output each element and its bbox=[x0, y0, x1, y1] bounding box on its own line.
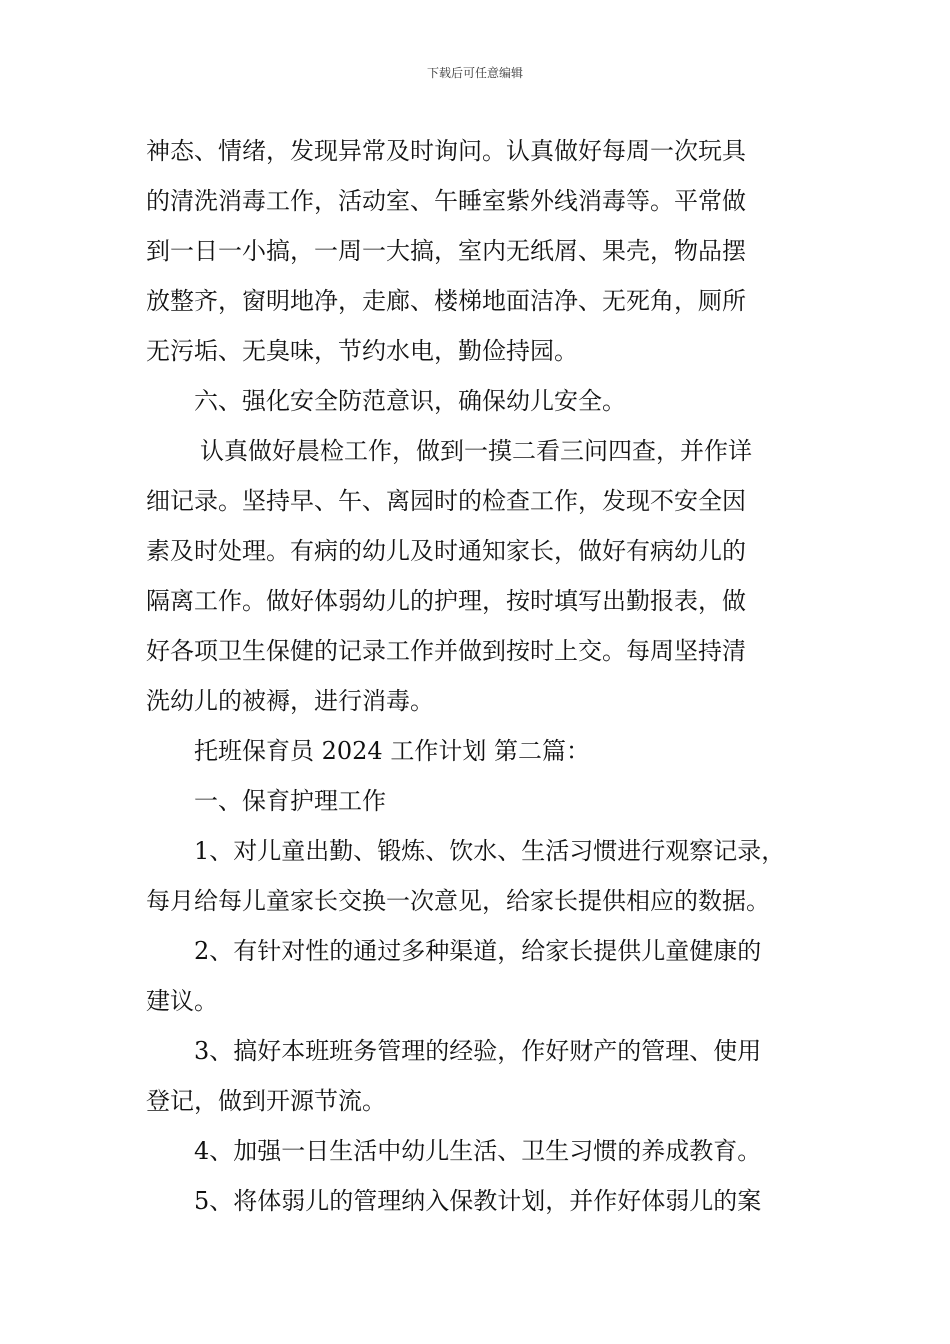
section-heading: 一、保育护理工作 bbox=[194, 787, 386, 815]
text-line: 到一日一小搞，一周一大搞，室内无纸屑、果壳，物品摆 bbox=[146, 237, 746, 265]
list-item: 1、对儿童出勤、锻炼、饮水、生活习惯进行观察记录， bbox=[194, 837, 786, 865]
text-line: 认真做好晨检工作，做到一摸二看三问四查，并作详 bbox=[200, 437, 752, 465]
page-header-note: 下载后可任意编辑 bbox=[426, 66, 523, 80]
list-item: 4、加强一日生活中幼儿生活、卫生习惯的养成教育。 bbox=[194, 1137, 762, 1165]
text-line: 隔离工作。做好体弱幼儿的护理，按时填写出勤报表，做 bbox=[146, 587, 746, 615]
text-line: 每月给每儿童家长交换一次意见，给家长提供相应的数据。 bbox=[146, 887, 770, 915]
text-line: 洗幼儿的被褥，进行消毒。 bbox=[146, 687, 434, 715]
text-line: 素及时处理。有病的幼儿及时通知家长，做好有病幼儿的 bbox=[146, 537, 746, 565]
list-item: 2、有针对性的通过多种渠道，给家长提供儿童健康的 bbox=[194, 937, 762, 965]
text-line: 细记录。坚持早、午、离园时的检查工作，发现不安全因 bbox=[146, 487, 746, 515]
text-line: 放整齐，窗明地净，走廊、楼梯地面洁净、无死角，厕所 bbox=[146, 287, 746, 315]
text-line: 建议。 bbox=[146, 987, 218, 1015]
list-item: 5、将体弱儿的管理纳入保教计划，并作好体弱儿的案 bbox=[194, 1187, 762, 1215]
list-item: 3、搞好本班班务管理的经验，作好财产的管理、使用 bbox=[194, 1037, 762, 1065]
text-line: 好各项卫生保健的记录工作并做到按时上交。每周坚持清 bbox=[146, 637, 746, 665]
text-line: 登记，做到开源节流。 bbox=[146, 1087, 386, 1115]
text-line: 神态、情绪，发现异常及时询问。认真做好每周一次玩具 bbox=[146, 137, 746, 165]
text-line: 的清洗消毒工作，活动室、午睡室紫外线消毒等。平常做 bbox=[146, 187, 746, 215]
section-heading: 六、强化安全防范意识，确保幼儿安全。 bbox=[194, 387, 626, 415]
article-subtitle: 托班保育员 2024 工作计划 第二篇： bbox=[194, 737, 590, 765]
document-body bbox=[146, 126, 808, 1226]
text-line: 无污垢、无臭味，节约水电，勤俭持园。 bbox=[146, 337, 578, 365]
